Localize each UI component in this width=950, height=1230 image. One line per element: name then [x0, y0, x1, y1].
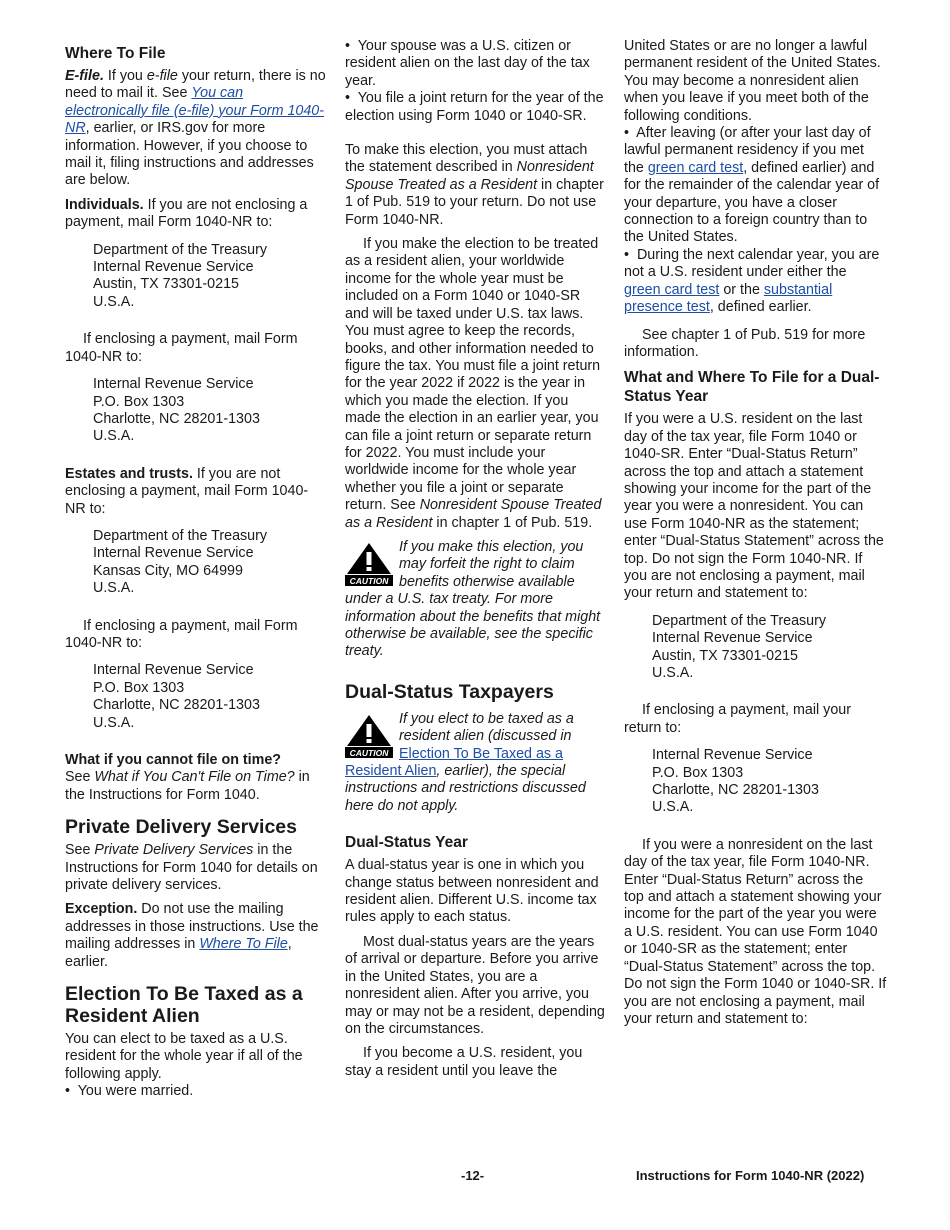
bullet-item: • Your spouse was a U.S. citizen or resident alien on the last day of the tax year. — [345, 38, 590, 89]
address-block: Internal Revenue Service P.O. Box 1303 Charlotte, NC 28201-1303 U.S.A. — [652, 747, 819, 816]
election-heading: Election To Be Taxed as a Resident Alien — [65, 983, 303, 1028]
dsy-paragraph: A dual-status year is one in which you change status between nonresident and resident alien. Different U.S. income tax rules apply to each status. — [345, 857, 599, 926]
bullet-item: • You file a joint return for the year of the election using Form 1040 or 1040-SR. — [345, 90, 604, 124]
continued-paragraph: United States or are no longer a lawful permanent resident of the United States. You may become a nonresident alien when you leave if you meet both of the following conditions. — [624, 38, 881, 124]
green-card-test-link[interactable]: green card test — [624, 281, 720, 298]
caution-note — [345, 539, 607, 661]
bullet-item: • After leaving (or after your last day of lawful permanent residency if you met the green card test, defined earlier) and for the remainder of the calendar year of your departure, you have a closer connection to a foreign country than to the United States. — [624, 125, 880, 246]
election-statement-paragraph: To make this election, you must attach the statement described in Nonresident Spouse Treated as a Resident in chapter 1 of Pub. 519 to your return. Do not use Form 1040-NR. — [345, 142, 604, 228]
see-chapter-paragraph: See chapter 1 of Pub. 519 for more information. — [624, 326, 866, 360]
pds-paragraph: See Private Delivery Services in the Instructions for Form 1040 for details on private delivery services. — [65, 842, 318, 894]
where-to-file-link[interactable]: Where To File — [199, 936, 288, 953]
svg-text:CAUTION: CAUTION — [349, 747, 389, 758]
address-block: Department of the Treasury Internal Revenue Service Austin, TX 73301-0215 U.S.A. — [652, 612, 827, 681]
private-delivery-heading: Private Delivery Services — [65, 816, 298, 839]
form-title-footer: Instructions for Form 1040-NR (2022) — [636, 1168, 865, 1183]
where-to-file-heading: Where To File — [65, 45, 166, 62]
election-details-paragraph: If you make the election to be treated as a resident alien, your worldwide income for the whole year must be included on a Form 1040 or 1040-SR and will be taxed under U.S. tax laws. You must agree to keep the records, books, and other information needed to figure the tax. You must file a joint return for the year 2022 if 2022 is the year in which you made the election. If you made the election in an earlier year, you can file a joint return or separate return for 2022. You must include your worldwide income for the whole year whether you file a joint or separate return. See Nonresident Spouse Treated as a Resident in chapter 1 of Pub. 519. — [345, 236, 602, 531]
payment-paragraph: If enclosing a payment, mail Form 1040-NR to: — [65, 617, 298, 651]
dsy-paragraph: If you become a U.S. resident, you stay a resident until you leave the — [345, 1045, 583, 1079]
election-link[interactable]: Election To Be Taxed as a Resident Alien — [345, 745, 563, 780]
column-1 — [65, 38, 328, 1101]
page-number: -12- — [461, 1168, 485, 1183]
efile-paragraph: E-file. If you e-file your return, there is no need to mail it. See You can electronically file (e-file) your Form 1040-NR, earlier, or IRS.gov for more information. However, if you choose to mail it, filing instructions and addresses are below. — [65, 68, 326, 189]
column-3 — [624, 38, 887, 1035]
late-filing-paragraph: What if you cannot file on time? See What if You Can't File on Time? in the Instructions for Form 1040. — [65, 752, 310, 803]
dual-status-taxpayers-heading: Dual-Status Taxpayers — [345, 680, 554, 703]
substantial-presence-link[interactable]: substantial presence test — [624, 281, 833, 316]
estates-paragraph: Estates and trusts. If you are not enclosing a payment, mail Form 1040-NR to: — [65, 465, 309, 517]
svg-text:CAUTION: CAUTION — [349, 575, 389, 586]
bullet-item: • You were married. — [65, 1083, 194, 1100]
election-paragraph: You can elect to be taxed as a U.S. resident for the whole year if all of the following apply. — [65, 1031, 303, 1082]
caution-text: If you make this election, you may forfeit the right to claim benefits otherwise available under a U.S. tax treaty. For more information about the benefits that might otherwise be available, see the specific treaty. — [345, 538, 601, 660]
address-block: Department of the Treasury Internal Revenue Service Kansas City, MO 64999 U.S.A. — [93, 527, 268, 597]
dual-status-year-heading: Dual-Status Year — [345, 834, 468, 852]
exception-paragraph: Exception. Do not use the mailing addresses in those instructions. Use the mailing addresses in Where To File, earlier. — [65, 901, 319, 970]
address-block: Internal Revenue Service P.O. Box 1303 Charlotte, NC 28201-1303 U.S.A. — [93, 376, 260, 445]
caution-icon — [345, 714, 393, 758]
payment-paragraph: If enclosing a payment, mail Form 1040-NR to: — [65, 331, 298, 365]
caution-icon — [345, 542, 393, 586]
address-block: Internal Revenue Service P.O. Box 1303 Charlotte, NC 28201-1303 U.S.A. — [93, 662, 260, 731]
efile-link[interactable]: You can electronically file (e-file) your Form 1040-NR — [65, 85, 325, 137]
column-2 — [345, 38, 607, 1087]
caution-note: CAUTION If you elect to be taxed as a resident alien (discussed in Election To Be Taxed as a Resident Alien, earlier), the special instructions and restrictions discussed here do not apply. — [345, 710, 586, 814]
bullet-item: • During the next calendar year, you are not a U.S. resident under either the green card test or the substantial presence test, defined earlier. — [624, 246, 880, 316]
address-block: Department of the Treasury Internal Revenue Service Austin, TX 73301-0215 U.S.A. — [93, 241, 268, 310]
nonresident-filing-paragraph: If you were a nonresident on the last day of the tax year, file Form 1040-NR. Enter “Dual-Status Return” across the top and attach a statement showing your income for the part of the year you were a U.S. resident. You can use Form 1040 or 1040-SR as the statement; enter “Dual-Status Statement” across the top. Do not sign the Form 1040 or 1040-SR. If you are not enclosing a payment, mail your return and statement to: — [624, 836, 887, 1027]
dsy-paragraph: Most dual-status years are the years of arrival or departure. Before you arrive in the United States, you are a nonresident alien. After you arrive, you may or may not be a resident, depending on the circumstances. — [345, 933, 605, 1037]
payment-paragraph: If enclosing a payment, mail your return to: — [624, 702, 851, 736]
resident-filing-paragraph: If you were a U.S. resident on the last day of the tax year, file Form 1040 or 1040-SR. Enter “Dual-Status Return” across the top and attach a statement showing your income for the part of the year you were a nonresident. You can use Form 1040-NR as the statement; enter “Dual-Status Statement” across the top. Do not sign the Form 1040-NR. If you are not enclosing a payment, mail your return and statement to: — [624, 411, 884, 602]
what-where-heading: What and Where To File for a Dual-Status Year — [624, 369, 880, 406]
green-card-test-link[interactable]: green card test — [647, 159, 744, 176]
individuals-paragraph: Individuals. If you are not enclosing a payment, mail Form 1040-NR to: — [65, 196, 308, 231]
